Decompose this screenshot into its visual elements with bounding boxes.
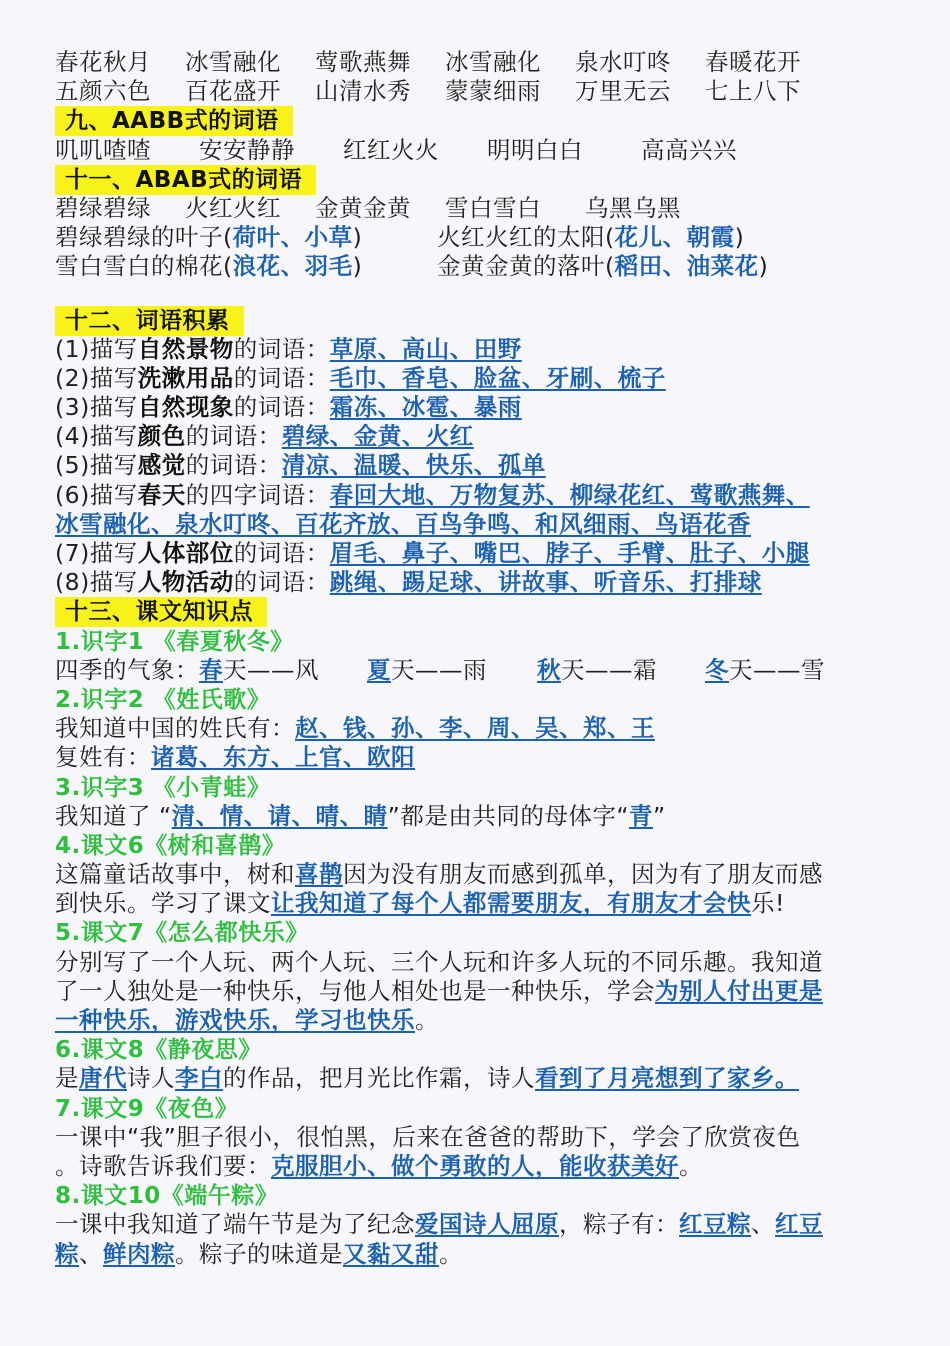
- lesson-text: 四季的气象：: [55, 655, 199, 684]
- phrase-text: 碧绿碧绿的叶子(: [55, 223, 233, 252]
- answer-text: 花儿、朝霞: [614, 223, 735, 252]
- lesson-answer: 红豆: [775, 1210, 823, 1239]
- item-answer: 春回大地、万物复苏、柳绿花红、莺歌燕舞、: [329, 480, 810, 509]
- lesson-answer: 赵、钱、孙、李、周、吴、郑、王: [295, 714, 655, 743]
- item-answer: 碧绿、金黄、火红: [281, 422, 474, 451]
- item-keyword: 人体部位: [137, 539, 234, 567]
- lesson-answer: 清、情、请、晴、睛: [171, 801, 388, 830]
- lesson-answer: 李白: [175, 1064, 223, 1093]
- abab-phrase-row-1: [55, 223, 915, 252]
- lesson-text: 我知道了 “: [55, 801, 172, 830]
- lesson-text: 是: [55, 1064, 79, 1093]
- lesson-title: 2.识字2 《姓氏歌》: [55, 686, 271, 713]
- vocab-item: [55, 364, 915, 393]
- item-keyword: 洗漱用品: [137, 363, 234, 392]
- word: 五颜六色: [55, 77, 151, 106]
- lesson-title: 6.课文8《静夜思》: [55, 1037, 262, 1064]
- lesson-text: ”: [653, 801, 666, 830]
- lesson-text: 到快乐。学习了课文: [55, 889, 271, 918]
- lesson-text: 。: [415, 1006, 439, 1034]
- item-prefix: (2)描写: [55, 363, 138, 392]
- word: 叽叽喳喳: [55, 135, 151, 164]
- lesson-text: 。: [439, 1239, 463, 1268]
- abab-phrase-row-2: [55, 252, 915, 281]
- lesson-title: 7.课文9《夜色》: [55, 1095, 239, 1122]
- abab-words: [55, 194, 915, 223]
- lesson-line: [55, 1006, 915, 1035]
- item-prefix: (7)描写: [55, 539, 138, 567]
- lesson-line: [55, 1064, 915, 1093]
- document-page: [55, 48, 915, 1269]
- lesson-title: 1.识字1 《春夏秋冬》: [55, 628, 294, 655]
- lesson-answer: 粽: [55, 1239, 79, 1268]
- lesson-line: [55, 977, 915, 1006]
- answer-text: 稻田、油菜花: [614, 252, 759, 281]
- lesson-text: 、: [751, 1210, 775, 1239]
- item-keyword: 自然景物: [137, 334, 234, 363]
- item-answer: 清凉、温暖、快乐、孤单: [281, 451, 546, 480]
- phrase-text: ): [352, 223, 363, 252]
- item-prefix: (8)描写: [55, 568, 138, 597]
- item-answer: 冰雪融化、泉水叮咚、百花齐放、百鸟争鸣、和风细雨、鸟语花香: [55, 509, 751, 538]
- word: 乌黑乌黑: [585, 193, 681, 222]
- idiom-row-1: [55, 48, 915, 77]
- word: 明明白白: [487, 135, 583, 164]
- vocab-item: [55, 568, 915, 597]
- lesson-line: [55, 714, 915, 743]
- season-weather: 天——霜: [561, 655, 657, 684]
- word: 春花秋月: [55, 48, 151, 76]
- item-suffix: 的词语：: [185, 422, 282, 451]
- word: 百花盛开: [185, 77, 281, 106]
- section-12-title: 十二、词语积累: [55, 306, 244, 336]
- lesson-text: ”都是由共同的母体字“: [387, 801, 630, 830]
- lesson-title: 8.课文10《端午粽》: [55, 1183, 279, 1210]
- phrase-text: 金黄金黄的落叶(: [437, 252, 615, 281]
- word: 春暖花开: [705, 48, 801, 76]
- item-suffix: 的四字词语：: [185, 480, 330, 509]
- item-answer: 眉毛、鼻子、嘴巴、脖子、手臂、肚子、小腿: [329, 539, 810, 567]
- word: 七上八下: [705, 77, 801, 106]
- lesson-title: 4.课文6《树和喜鹊》: [55, 832, 286, 859]
- item-keyword: 感觉: [137, 451, 186, 480]
- lesson-text: 的作品，把月光比作霜，诗人: [223, 1064, 535, 1093]
- lesson-line: [55, 1240, 915, 1269]
- phrase-text: ): [758, 252, 769, 281]
- season-weather: 天——雪: [729, 655, 825, 684]
- word: 山清水秀: [315, 77, 411, 106]
- lesson-text: 。诗歌告诉我们要：: [55, 1151, 271, 1180]
- lesson-answer: 为别人付出更是: [655, 976, 823, 1005]
- item-prefix: (4)描写: [55, 422, 138, 451]
- lesson-text: 一课中我知道了端午节是为了纪念: [55, 1210, 415, 1239]
- word: 火红火红: [185, 193, 281, 222]
- vocab-item: [55, 393, 915, 422]
- lesson-answer: 爱国诗人屈原: [415, 1210, 559, 1239]
- item-answer: 草原、高山、田野: [329, 334, 522, 363]
- phrase-text: 雪白雪白的棉花(: [55, 252, 233, 281]
- season-char: 冬: [705, 655, 729, 684]
- section-13-title: 十三、课文知识点: [55, 597, 267, 627]
- lesson-answer: 鲜肉粽: [103, 1239, 175, 1268]
- answer-text: 荷叶、小草: [232, 223, 353, 252]
- lesson-answer: 唐代: [79, 1064, 127, 1093]
- vocab-item-continued: [55, 510, 915, 539]
- lesson-text: 乐!: [751, 889, 785, 918]
- lesson-answer: 让我知道了每个人都需要朋友，有朋友才会快: [271, 889, 751, 918]
- item-prefix: (1)描写: [55, 334, 138, 363]
- item-prefix: (6)描写: [55, 480, 138, 509]
- word: 泉水叮咚: [575, 48, 671, 76]
- item-keyword: 颜色: [137, 422, 186, 451]
- item-keyword: 春天: [137, 480, 186, 509]
- section-9-title: 九、AABB式的词语: [55, 106, 293, 136]
- seasons-line: [55, 656, 915, 685]
- lesson-text: 我知道中国的姓氏有：: [55, 714, 295, 743]
- lesson-line: [55, 1152, 915, 1181]
- lesson-line: [55, 889, 915, 918]
- word: 碧绿碧绿: [55, 193, 151, 222]
- section-11-title: 十一、ABAB式的词语: [55, 165, 316, 195]
- lesson-text: 。粽子的味道是: [175, 1239, 343, 1268]
- word: 红红火火: [343, 135, 439, 164]
- lesson-line: [55, 860, 915, 889]
- lesson-line: [55, 743, 915, 772]
- lesson-answer: 克服胆小、做个勇敢的人，能收获美好: [271, 1151, 679, 1180]
- lesson-answer: 看到了月亮想到了家乡。: [535, 1064, 799, 1093]
- lesson-title: 5.课文7《怎么都快乐》: [55, 920, 309, 947]
- lesson-text: 因为没有朋友而感到孤单，因为有了朋友而感: [343, 860, 823, 889]
- item-answer: 霜冻、冰雹、暴雨: [329, 393, 522, 422]
- item-keyword: 自然现象: [137, 393, 234, 422]
- item-suffix: 的词语：: [233, 334, 330, 363]
- season-char: 春: [199, 655, 223, 684]
- word: 高高兴兴: [641, 135, 737, 164]
- item-suffix: 的词语：: [233, 393, 330, 422]
- lesson-text: ，粽子有：: [559, 1210, 679, 1239]
- word: 安安静静: [199, 135, 295, 164]
- word: 莺歌燕舞: [315, 48, 411, 76]
- lesson-text: 了一人独处是一种快乐，与他人相处也是一种快乐，学会: [55, 976, 655, 1005]
- item-prefix: (5)描写: [55, 451, 138, 480]
- phrase-text: ): [734, 223, 745, 252]
- vocab-item: [55, 481, 915, 510]
- lesson-answer: 一种快乐，游戏快乐，学习也快乐: [55, 1006, 415, 1034]
- word: 冰雪融化: [185, 48, 281, 76]
- item-suffix: 的词语：: [233, 539, 330, 567]
- answer-text: 浪花、羽毛: [232, 252, 353, 281]
- lesson-title: 3.识字3 《小青蛙》: [55, 774, 271, 801]
- lesson-answer: 青: [629, 801, 654, 830]
- lesson-line: [55, 802, 915, 831]
- word: 蒙蒙细雨: [445, 77, 541, 106]
- item-answer: 毛巾、香皂、脸盆、牙刷、梳子: [329, 363, 666, 392]
- lesson-line: [55, 1123, 915, 1152]
- lesson-text: 分别写了一个人玩、两个人玩、三个人玩和许多人玩的不同乐趣。我知道: [55, 947, 823, 976]
- season-char: 秋: [537, 655, 561, 684]
- season-weather: 天——雨: [391, 655, 487, 684]
- item-keyword: 人物活动: [137, 568, 234, 597]
- item-suffix: 的词语：: [185, 451, 282, 480]
- lesson-answer: 又黏又甜: [343, 1239, 439, 1268]
- lesson-text: 、: [79, 1239, 103, 1268]
- word: 万里无云: [575, 77, 671, 106]
- item-suffix: 的词语：: [233, 568, 330, 597]
- item-prefix: (3)描写: [55, 393, 138, 422]
- lesson-answer: 红豆粽: [679, 1210, 751, 1239]
- word: 冰雪融化: [445, 48, 541, 76]
- lesson-line: [55, 1210, 915, 1239]
- idiom-row-2: [55, 77, 915, 106]
- vocab-item: [55, 539, 915, 568]
- lesson-text: 一课中“我”胆子很小，很怕黑，后来在爸爸的帮助下，学会了欣赏夜色: [55, 1122, 801, 1151]
- aabb-words: [55, 136, 915, 165]
- lesson-text: 复姓有：: [55, 743, 151, 772]
- vocab-item: [55, 335, 915, 364]
- item-answer: 跳绳、踢足球、讲故事、听音乐、打排球: [329, 568, 762, 597]
- lesson-answer: 喜鹊: [295, 860, 343, 889]
- lesson-text: 。: [679, 1151, 703, 1180]
- word: 金黄金黄: [315, 193, 411, 222]
- word: 雪白雪白: [445, 193, 541, 222]
- item-suffix: 的词语：: [233, 363, 330, 392]
- vocab-item: [55, 451, 915, 480]
- lesson-line: [55, 948, 915, 977]
- lesson-answer: 诸葛、东方、上官、欧阳: [151, 743, 415, 772]
- lesson-text: 诗人: [127, 1064, 175, 1093]
- season-char: 夏: [367, 655, 391, 684]
- lesson-text: 这篇童话故事中，树和: [55, 860, 295, 889]
- phrase-text: 火红火红的太阳(: [437, 223, 615, 252]
- vocab-item: [55, 422, 915, 451]
- season-weather: 天——风: [223, 655, 319, 684]
- phrase-text: ): [352, 252, 363, 281]
